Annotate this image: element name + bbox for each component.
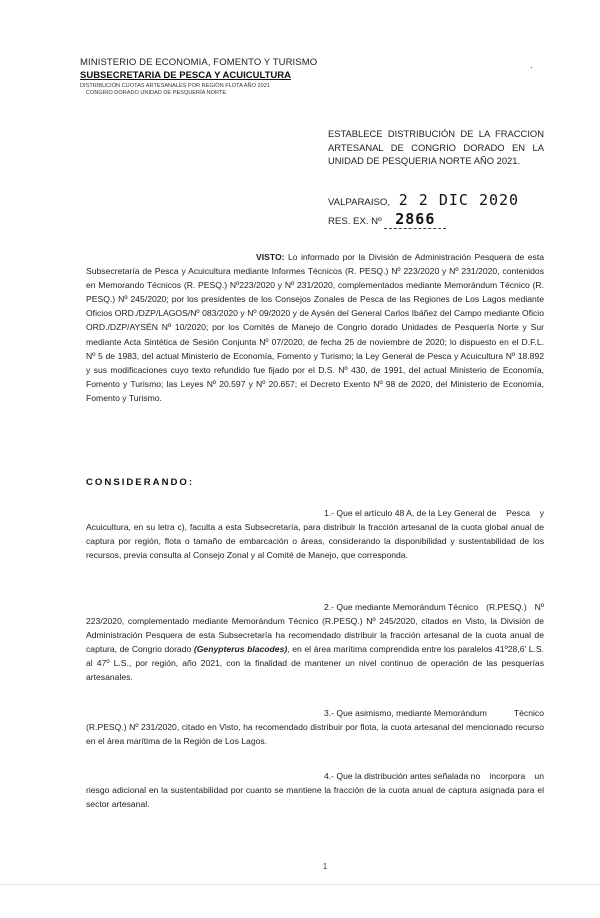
resolution-label: RES. EX. Nº: [328, 216, 382, 227]
place-label: VALPARAISO,: [328, 197, 391, 208]
subsecretaria-name: SUBSECRETARIA DE PESCA Y ACUICULTURA: [80, 70, 291, 81]
visto-text: Lo informado por la División de Administración Pesquera de esta Subsecretaría de Pesca y Acuicultura mediante Informes Técnicos (R. PESQ.) Nº 223/2020 y Nº 231/2020, contenidos en Memorando Técnicos (R. PESQ.) Nº223/2020 y Nº 231/2020, complementados mediante Memorándum Técnico (R. PESQ.) Nº 245/2020; por los presidentes de los Consejos Zonales de Pesca de las Regiones de Los Lagos mediante Oficios ORD./DZP/LAGOS/Nº 083/2020 y Nº 09/2020 y de Aysén del General Carlos Ibáñez del Campo mediante Oficio ORD./DZP/AYSÉN Nº 10/2020; por los Comités de Manejo de Congrio dorado Unidades de Pesquería Norte y Sur mediante Acta Sintética de Sesión Conjunta Nº 07/2020, de fecha 25 de noviembre de 2020; lo dispuesto en el D.F.L. Nº 5 de 1983, del actual Ministerio de Economía, Fomento y Turismo; la Ley General de Pesca y Acuicultura Nº 18.892 y sus modificaciones cuyo texto refundido fue fijado por el D.S. Nº 430, de 1991, del actual Ministerio de Economía, Fomento y Turismo; las Leyes Nº 20.597 y Nº 20.657; el Decreto Exento Nº 98 de 2020, del Ministerio de Economía, Fomento y Turismo.: [86, 252, 544, 403]
document-subject: ESTABLECE DISTRIBUCIÓN DE LA FRACCION ARTESANAL DE CONGRIO DORADO EN LA UNIDAD DE PESQUERIA NORTE AÑO 2021.: [328, 128, 544, 167]
considerando-paragraph-2: [86, 600, 544, 685]
date-stamp: 2 2 DIC 2020: [398, 191, 520, 209]
paragraph-4-text: incorpora un riesgo adicional en la sustentabilidad por cuanto se mantiene la fracción de la cuota anual de captura asignada para el sector artesanal.: [86, 771, 544, 810]
resolution-number-value: 2866: [384, 210, 446, 229]
document-reference-line-2: CONGRIO DORADO UNIDAD DE PESQUERÍA NORTE: [86, 90, 227, 96]
considerando-paragraph-1: [86, 506, 544, 562]
paragraph-2-lead: 2.- Que mediante Memorándum Técnico: [324, 602, 479, 612]
paragraph-3-lead: 3.- Que asimismo, mediante Memorándum: [324, 708, 487, 718]
considerando-paragraph-4: [86, 769, 544, 811]
paragraph-1-lead: 1.- Que el artículo 48 A, de la Ley General de: [324, 508, 497, 518]
paragraph-4-lead: 4.- Que la distribución antes señalada no: [324, 771, 481, 781]
paragraph-1-text: Pesca y Acuicultura, en su letra c), faculta a esta Subsecretaría, para distribuir la fracción artesanal de la cuota global anual de captura por región, flota o tamaño de embarcación o áreas, considerando la disponibilidad y sustentabilidad de los recursos, previa consulta al Consejo Zonal y al Comité de Manejo, que corresponda.: [86, 508, 544, 561]
considerando-title: CONSIDERANDO:: [86, 477, 195, 488]
considerando-paragraph-3: [86, 706, 544, 748]
place-date: [328, 191, 519, 209]
ministry-name: MINISTERIO DE ECONOMIA, FOMENTO Y TURISMO: [80, 57, 318, 68]
visto-paragraph: [86, 250, 544, 405]
paragraph-2-text-b: , en el área marítima comprendida entre los paralelos 41º28,6' L.S. al 47º L.S., por región, año 2021, con la finalidad de mantener un nivel continuo de operación de las pesquerías artesanales.: [86, 644, 545, 683]
visto-label: VISTO:: [256, 252, 285, 262]
resolution-number: [328, 210, 446, 229]
footer-divider: [0, 884, 600, 885]
species-name: (Genypterus blacodes): [193, 644, 288, 655]
paragraph-3-text: Técnico (R.PESQ.) Nº 231/2020, citado en Visto, ha recomendado distribuir por flota, la cuota artesanal del mencionado recurso en el área marítima de la Región de Los Lagos.: [86, 708, 544, 747]
page-number: 1: [322, 862, 328, 871]
paragraph-2-text-a: (R.PESQ.) Nº 223/2020, complementado mediante Memorándum Técnico (R.PESQ.) Nº 245/2020, citados en Visto, la División de Administración Pesquera de esta Subsecretaría ha recomendado distribuir la fracción artesanal de la cuota anual de captura, de Congrio dorado: [86, 602, 544, 655]
letterhead: [80, 57, 400, 96]
document-reference-line: DISTRIBUCIÓN CUOTAS ARTESANALES POR REGIÓN FLOTA AÑO 2021: [80, 83, 270, 89]
stray-mark: .: [530, 60, 533, 71]
